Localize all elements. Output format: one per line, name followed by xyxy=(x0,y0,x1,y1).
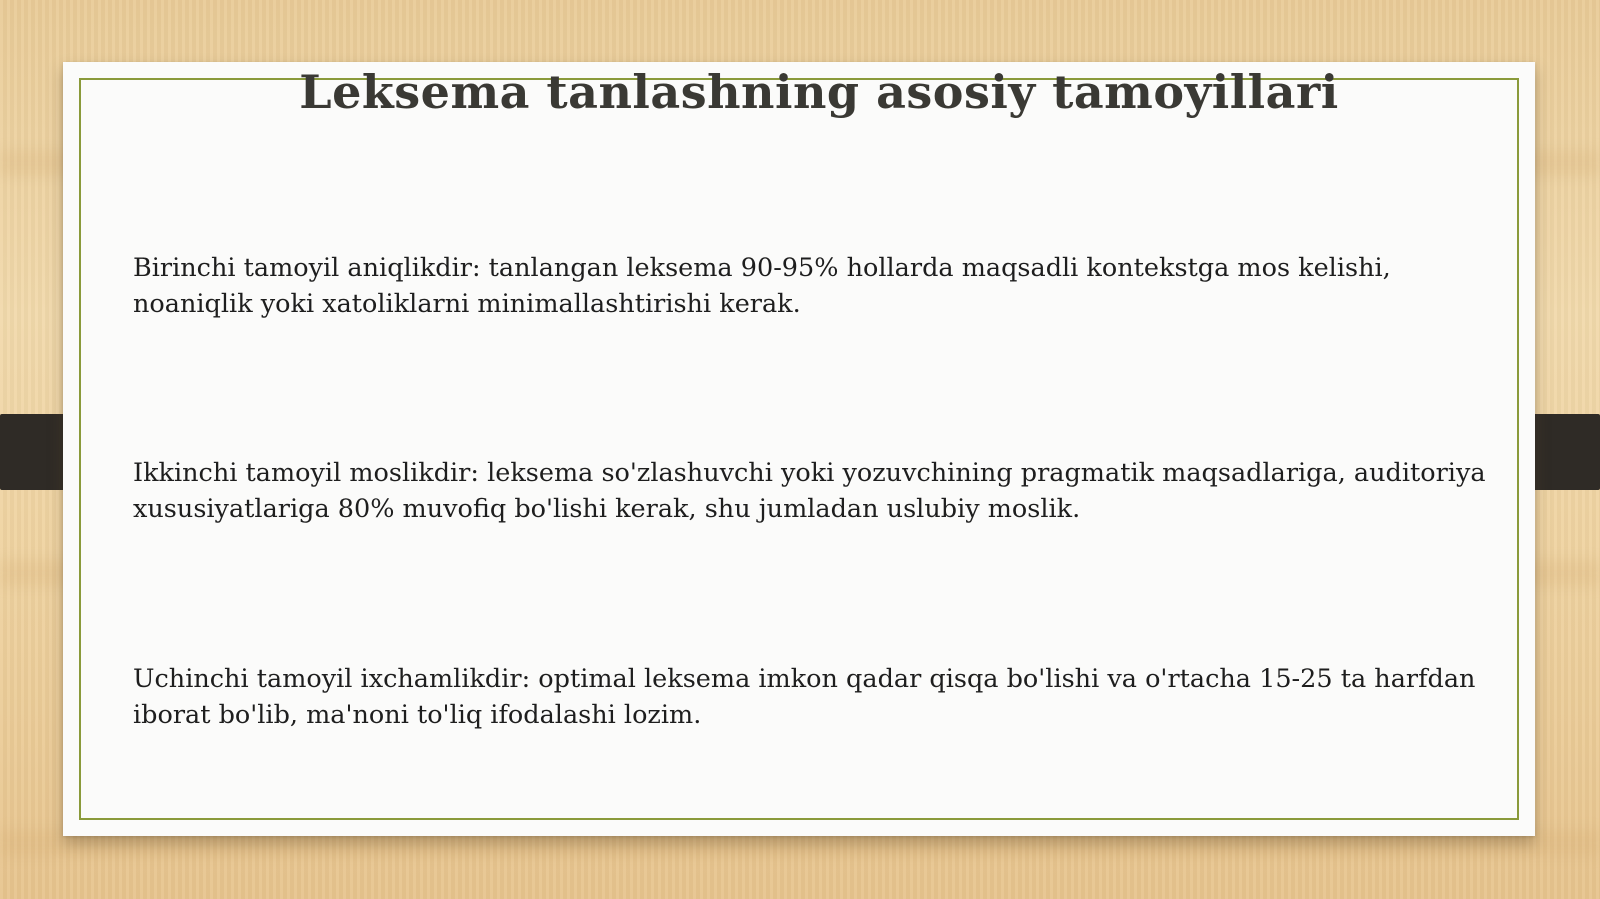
slide-card xyxy=(63,62,1535,836)
principle-1-text: Birinchi tamoyil aniqlikdir: tanlangan leksema 90-95% hollarda maqsadli kontekstga mos kelishi, noaniqlik yoki xatoliklarni minimallashtirishi kerak. xyxy=(133,253,1391,319)
principle-2-text: Ikkinchi tamoyil moslikdir: leksema so'zlashuvchi yoki yozuvchining pragmatik maqsadlariga, auditoriya xususiyatlariga 80% muvofiq bo'lishi kerak, shu jumladan uslubiy moslik. xyxy=(133,458,1486,524)
principle-3-text: Uchinchi tamoyil ixchamlikdir: optimal leksema imkon qadar qisqa bo'lishi va o'rtacha 15-25 ta harfdan iborat bo'lib, ma'noni to'liq ifodalashi lozim. xyxy=(133,664,1476,730)
slide-title: Leksema tanlashning asosiy tamoyillari xyxy=(299,65,1339,119)
